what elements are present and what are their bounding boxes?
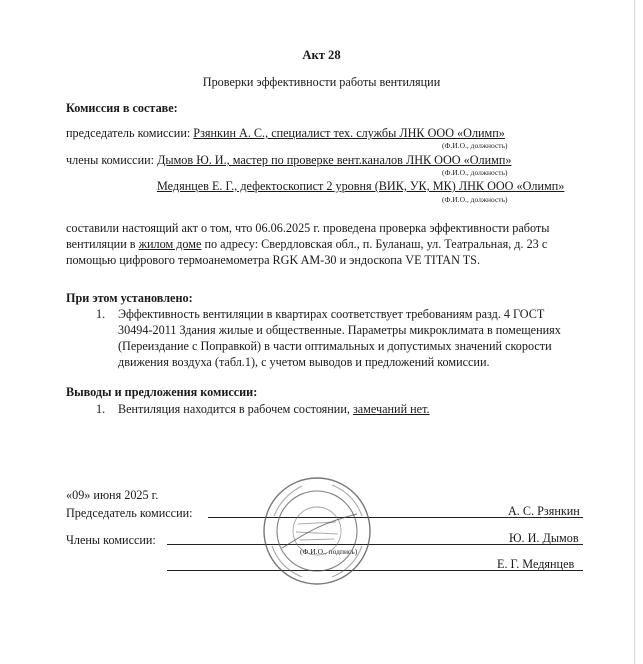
commission-heading: Комиссия в составе: xyxy=(66,101,178,115)
findings-line-2: 30494-2011 Здания жилые и общественные. Параметры микроклимата в помещениях xyxy=(118,323,561,337)
intro-line-2: вентиляции в жилом доме по адресу: Свердловская обл., п. Буланаш, ул. Театральная, д. 23 с xyxy=(66,237,548,251)
conclusions-number: 1. xyxy=(96,402,106,416)
chair-value: Рзянкин А. С., специалист тех. службы ЛНК ООО «Олимп» xyxy=(193,126,505,140)
findings-line-1: Эффективность вентиляции в квартирах соответствует требованиям разд. 4 ГОСТ xyxy=(118,307,545,321)
member1-fio-note: (Ф.И.О., должность) xyxy=(442,168,508,177)
no-remarks: замечаний нет. xyxy=(352,402,430,416)
sig-fio-note: (Ф.И.О., подпись) xyxy=(300,547,358,556)
member2-value: Медянцев Е. Г., дефектоскопист 2 уровня (ВИК, УК, МК) ЛНК ООО «Олимп» xyxy=(157,179,565,193)
sig-member2-name-line xyxy=(496,570,583,571)
intro-line-3: помощью цифрового термоанемометра RGK AM-30 и эндоскопа VE TITAN TS. xyxy=(66,253,481,267)
chair-label: председатель комиссии: xyxy=(66,126,191,140)
chair-fio-note: (Ф.И.О., должность) xyxy=(442,141,508,150)
building-type: жилом доме xyxy=(138,237,202,251)
sig-members-label: Члены комиссии: xyxy=(66,533,156,547)
conclusions-line: Вентиляция находится в рабочем состоянии, замечаний нет. xyxy=(118,402,430,416)
sig-chair-label: Председатель комиссии: xyxy=(66,506,193,520)
members-label: члены комиссии: xyxy=(66,153,155,167)
sig-member1-name: Ю. И. Дымов xyxy=(509,531,579,545)
act-title: Акт 28 xyxy=(302,48,341,62)
intro-line-1: составили настоящий акт о том, что 06.06.2025 г. проведена проверка эффективности работы xyxy=(66,221,550,235)
member2-fio-note: (Ф.И.О., должность) xyxy=(442,195,508,204)
act-date: «09» июня 2025 г. xyxy=(66,488,159,502)
conclusions-heading: Выводы и предложения комиссии: xyxy=(66,385,258,399)
member1-row xyxy=(66,152,511,168)
sig-member1-name-line xyxy=(504,544,583,545)
sig-chair-name-line xyxy=(504,517,583,518)
findings-line-3: (Переиздание с Поправкой) в части оптимальных и допустимых значений скорости xyxy=(118,339,552,353)
sig-chair-name: А. С. Рзянкин xyxy=(508,504,580,518)
member1-value: Дымов Ю. И., мастер по проверке вент.каналов ЛНК ООО «Олимп» xyxy=(157,153,512,167)
findings-number: 1. xyxy=(96,307,106,321)
page-edge-shadow xyxy=(634,0,635,664)
findings-heading: При этом установлено: xyxy=(66,291,193,305)
sig-member2-name: Е. Г. Медянцев xyxy=(497,557,575,571)
chair-row xyxy=(66,125,505,141)
organization-stamp xyxy=(262,476,372,586)
findings-line-4: движения воздуха (табл.1), с учетом выводов и предложений комиссии. xyxy=(118,355,490,369)
act-subtitle: Проверки эффективности работы вентиляции xyxy=(202,75,441,89)
